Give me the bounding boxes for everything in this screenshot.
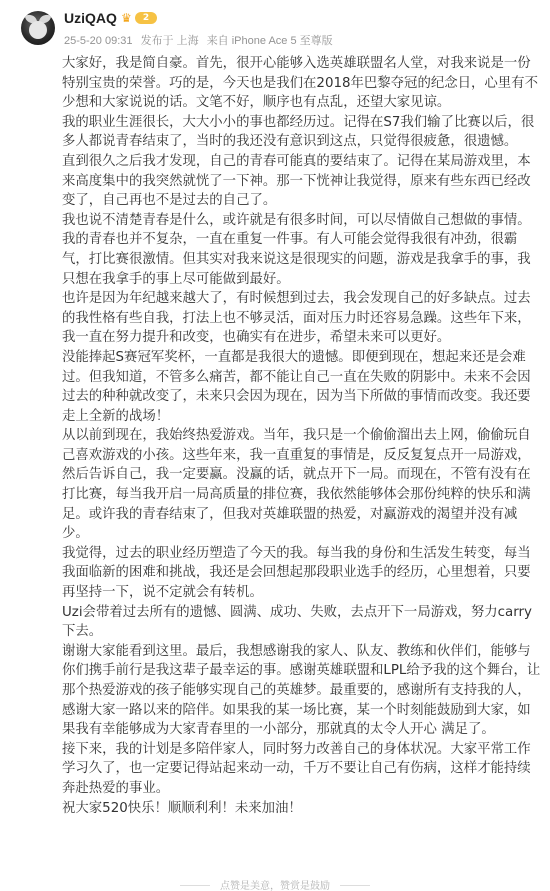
username[interactable]: UziQAQ [64, 10, 117, 26]
post-paragraph: Uzi会带着过去所有的遗憾、圆满、成功、失败，去点开下一局游戏，努力carry下去。 [62, 604, 532, 640]
post-location: 发布于 上海 [140, 35, 199, 47]
post-paragraph: 祝大家520快乐！顺顺利利！未来加油！ [62, 800, 302, 816]
level-badge[interactable]: 2 [135, 12, 157, 24]
post-paragraph: 谢谢大家能看到这里。最后，我想感谢我的家人、队友、教练和伙伴们，能够与你们携手前行是我这辈子最幸运的事。感谢英雄联盟和LPL给予我的这个舞台，让那个热爱游戏的孩子能够实现自己的英雄梦。最重要的，感谢所有支持我的人，感谢大家一路以来的陪伴。如果我的某一场比赛，某一个时刻能鼓励到大家，如果我有幸能够成为大家青春里的一小部分，那就真的太令人开心 满足了。 [62, 643, 541, 738]
post-paragraph: 也许是因为年纪越来越大了，有时候想到过去，我会发现自己的好多缺点。过去的我性格有些自我，打法上也不够灵活，面对压力时还容易急躁。这些年下来，我一直在努力提升和改变，也确实有在进步，希望未来可以更好。 [62, 291, 531, 346]
post-paragraph: 从以前到现在，我始终热爱游戏。当年，我只是一个偷偷溜出去上网，偷偷玩自己喜欢游戏的小孩。这些年来，我一直重复的事情是，反反复复点开一局游戏，然后告诉自己，我一定要赢。没赢的话，就点开下一局。而现在，不管有没有在打比赛，每当我开启一局高质量的排位赛，我依然能够体会那份纯粹的快乐和满足。或许我的青春结束了，但我对英雄联盟的热爱，对赢游戏的渴望并没有减少。 [62, 428, 531, 542]
post-paragraph: 大家好，我是简自豪。首先，很开心能够入选英雄联盟名人堂，对我来说是一份特别宝贵的荣誉。巧的是，今天也是我们在2018年巴黎夺冠的纪念日，心里有不少想和大家说说的话。文笔不好，顺序也有点乱，还望大家见谅。 [62, 56, 538, 111]
post-meta [64, 32, 338, 48]
post-paragraph: 我觉得，过去的职业经历塑造了今天的我。每当我的身份和生活发生转变，每当我面临新的困难和挑战，我还是会回想起那段职业选手的经历，心里想着，只要再坚持一下，说不定就会有转机。 [62, 545, 531, 601]
post-body [62, 54, 542, 818]
reward-footer [0, 880, 550, 891]
post-paragraph: 直到很久之后我才发现，自己的青春可能真的要结束了。记得在某局游戏里，本来高度集中的我突然就恍了一下神。那一下恍神让我觉得，原来有些东西已经改变了，自己再也不是过去的自己了。 [62, 153, 531, 209]
post-paragraph: 接下来，我的计划是多陪伴家人，同时努力改善自己的身体状况。大家平常工作学习久了，也一定要记得站起来动一动，千万不要让自己有伤病，这样才能持续奔赴热爱的事业。 [62, 741, 531, 796]
reward-footer-text: 点赞是美意，赞赏是鼓励 [220, 881, 330, 891]
post-paragraph: 没能捧起S赛冠军奖杯，一直都是我很大的遗憾。即便到现在，想起来还是会难过。但我知道，不管多么痛苦，都不能让自己一直在失败的阴影中。未来不会因过去的种种就改变了，未来只会因为现在，因为当下所做的事情而改变。我还要走上全新的战场！ [62, 349, 531, 424]
post-header [0, 0, 550, 56]
avatar[interactable] [21, 11, 55, 45]
post-paragraph: 我也说不清楚青春是什么，或许就是有很多时间，可以尽情做自己想做的事情。我的青春也并不复杂，一直在重复一件事。有人可能会觉得我很有冲劲，很霸气，打比赛很激情。但其实对我来说这是很现实的问题，游戏是我拿手的事，我只想在我拿手的事上尽可能做到最好。 [62, 212, 531, 287]
divider [340, 885, 370, 886]
cat-face-icon [29, 21, 47, 39]
vip-crown-icon[interactable]: ♛ [121, 11, 132, 25]
post-paragraph: 我的职业生涯很长，大大小小的事也都经历过。记得在S7我们输了比赛以后，很多人都说青春结束了，当时的我还没有意识到这点，只觉得很疲惫，很遗憾。 [62, 114, 535, 150]
post-source[interactable]: 来自 iPhone Ace 5 至尊版 [206, 35, 333, 47]
post-datetime: 25-5-20 09:31 [64, 35, 133, 47]
